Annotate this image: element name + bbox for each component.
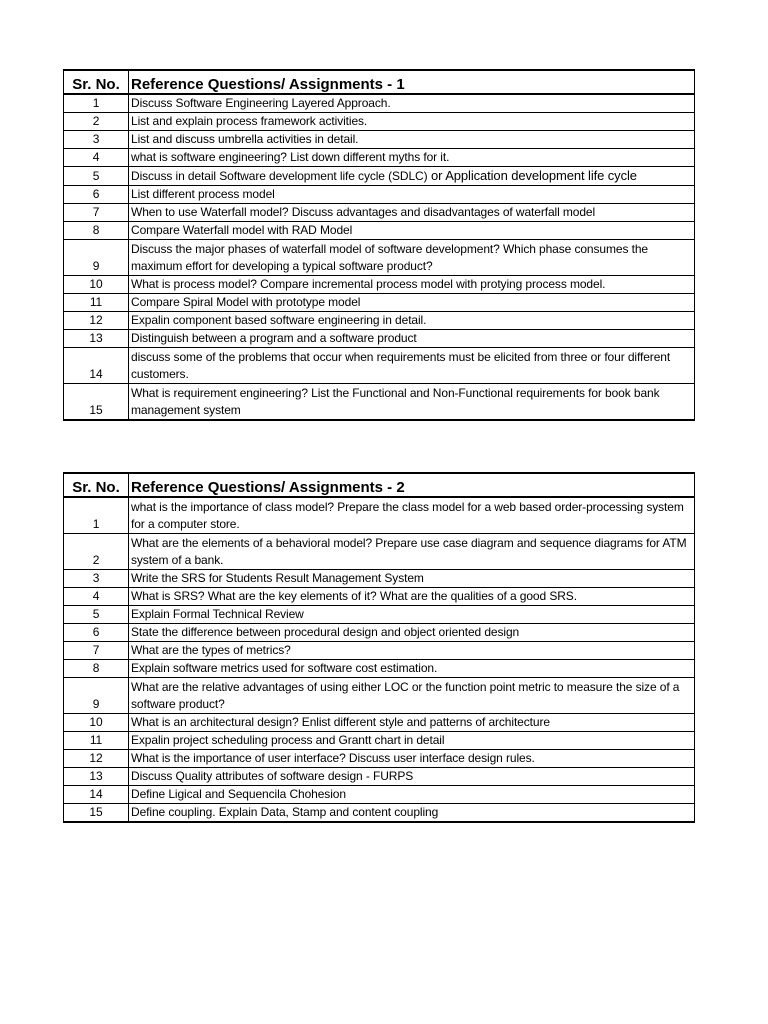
sr-no-header: Sr. No. bbox=[64, 473, 129, 497]
row-number: 10 bbox=[64, 276, 129, 294]
question-text: What are the elements of a behavioral model? Prepare use case diagram and sequence diagrams for ATM system of a bank. bbox=[129, 534, 695, 570]
question-text: What is the importance of user interface? Discuss user interface design rules. bbox=[129, 750, 695, 768]
row-number: 5 bbox=[64, 606, 129, 624]
question-text: List and explain process framework activities. bbox=[129, 113, 695, 131]
table-row bbox=[64, 588, 695, 606]
row-number: 12 bbox=[64, 750, 129, 768]
question-text: Define Ligical and Sequencila Chohesion bbox=[129, 786, 695, 804]
question-text: Explain Formal Technical Review bbox=[129, 606, 695, 624]
question-text: what is software engineering? List down different myths for it. bbox=[129, 149, 695, 167]
row-number: 11 bbox=[64, 294, 129, 312]
question-text: discuss some of the problems that occur when requirements must be elicited from three or four different customers. bbox=[129, 348, 695, 384]
question-text: List and discuss umbrella activities in detail. bbox=[129, 131, 695, 149]
question-text: Define coupling. Explain Data, Stamp and content coupling bbox=[129, 804, 695, 823]
row-number: 4 bbox=[64, 149, 129, 167]
table-row bbox=[64, 348, 695, 384]
row-number: 3 bbox=[64, 131, 129, 149]
table-row bbox=[64, 732, 695, 750]
table-row bbox=[64, 497, 695, 534]
table-row bbox=[64, 768, 695, 786]
question-text: Discuss Software Engineering Layered Approach. bbox=[129, 94, 695, 113]
table-row bbox=[64, 167, 695, 186]
row-number: 14 bbox=[64, 786, 129, 804]
row-number: 2 bbox=[64, 534, 129, 570]
question-text: Expalin component based software engineering in detail. bbox=[129, 312, 695, 330]
questions-header: Reference Questions/ Assignments - 2 bbox=[129, 473, 695, 497]
questions-header: Reference Questions/ Assignments - 1 bbox=[129, 70, 695, 94]
row-number: 2 bbox=[64, 113, 129, 131]
question-text: Discuss the major phases of waterfall model of software development? Which phase consumes the maximum effort for developing a typical software product? bbox=[129, 240, 695, 276]
header-row bbox=[64, 473, 695, 497]
question-text: Compare Waterfall model with RAD Model bbox=[129, 222, 695, 240]
table-row bbox=[64, 113, 695, 131]
table-row bbox=[64, 606, 695, 624]
table-row bbox=[64, 660, 695, 678]
row-number: 11 bbox=[64, 732, 129, 750]
table-row bbox=[64, 94, 695, 113]
row-number: 6 bbox=[64, 186, 129, 204]
question-text: When to use Waterfall model? Discuss advantages and disadvantages of waterfall model bbox=[129, 204, 695, 222]
row-number: 6 bbox=[64, 624, 129, 642]
row-number: 1 bbox=[64, 497, 129, 534]
row-number: 8 bbox=[64, 660, 129, 678]
row-number: 13 bbox=[64, 768, 129, 786]
question-text: What is requirement engineering? List the Functional and Non-Functional requirements for book bank management system bbox=[129, 384, 695, 421]
question-text: what is the importance of class model? Prepare the class model for a web based order-processing system for a computer store. bbox=[129, 497, 695, 534]
row-number: 15 bbox=[64, 384, 129, 421]
question-text: What are the types of metrics? bbox=[129, 642, 695, 660]
row-number: 4 bbox=[64, 588, 129, 606]
table-row bbox=[64, 534, 695, 570]
question-text: Distinguish between a program and a software product bbox=[129, 330, 695, 348]
sr-no-header: Sr. No. bbox=[64, 70, 129, 94]
table-row bbox=[64, 624, 695, 642]
question-text-tail: or Application development life cycle bbox=[427, 168, 637, 183]
table-row bbox=[64, 804, 695, 823]
assignment-1-table bbox=[63, 69, 695, 421]
assignment-2-table bbox=[63, 472, 695, 823]
table-row bbox=[64, 678, 695, 714]
table-row bbox=[64, 240, 695, 276]
table-row bbox=[64, 330, 695, 348]
question-text: What is an architectural design? Enlist different style and patterns of architecture bbox=[129, 714, 695, 732]
question-text: What are the relative advantages of using either LOC or the function point metric to measure the size of a software product? bbox=[129, 678, 695, 714]
header-row bbox=[64, 70, 695, 94]
question-text: List different process model bbox=[129, 186, 695, 204]
row-number: 12 bbox=[64, 312, 129, 330]
row-number: 9 bbox=[64, 240, 129, 276]
table-row bbox=[64, 384, 695, 421]
table-row bbox=[64, 149, 695, 167]
table-row bbox=[64, 222, 695, 240]
row-number: 7 bbox=[64, 204, 129, 222]
table-row bbox=[64, 570, 695, 588]
row-number: 13 bbox=[64, 330, 129, 348]
table-row bbox=[64, 750, 695, 768]
row-number: 14 bbox=[64, 348, 129, 384]
table-row bbox=[64, 131, 695, 149]
table-row bbox=[64, 186, 695, 204]
question-text: Explain software metrics used for software cost estimation. bbox=[129, 660, 695, 678]
table-row bbox=[64, 642, 695, 660]
question-text-main: Discuss in detail Software development life cycle (SDLC) bbox=[131, 169, 428, 183]
row-number: 9 bbox=[64, 678, 129, 714]
question-text: Expalin project scheduling process and Grantt chart in detail bbox=[129, 732, 695, 750]
question-text: What is SRS? What are the key elements of it? What are the qualities of a good SRS. bbox=[129, 588, 695, 606]
table-row bbox=[64, 276, 695, 294]
row-number: 1 bbox=[64, 94, 129, 113]
row-number: 10 bbox=[64, 714, 129, 732]
question-text bbox=[129, 167, 695, 186]
question-text: What is process model? Compare incremental process model with protying process model. bbox=[129, 276, 695, 294]
table-row bbox=[64, 204, 695, 222]
table-row bbox=[64, 312, 695, 330]
table-row bbox=[64, 786, 695, 804]
row-number: 15 bbox=[64, 804, 129, 823]
row-number: 8 bbox=[64, 222, 129, 240]
row-number: 5 bbox=[64, 167, 129, 186]
row-number: 7 bbox=[64, 642, 129, 660]
row-number: 3 bbox=[64, 570, 129, 588]
question-text: State the difference between procedural design and object oriented design bbox=[129, 624, 695, 642]
question-text: Discuss Quality attributes of software design - FURPS bbox=[129, 768, 695, 786]
table-row bbox=[64, 294, 695, 312]
question-text: Compare Spiral Model with prototype model bbox=[129, 294, 695, 312]
question-text: Write the SRS for Students Result Management System bbox=[129, 570, 695, 588]
table-row bbox=[64, 714, 695, 732]
